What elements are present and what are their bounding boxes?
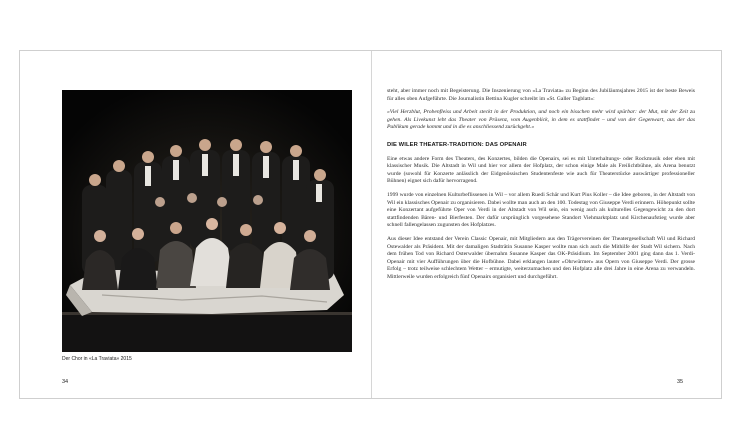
photo-caption: Der Chor in «La Traviata» 2015 (62, 356, 132, 362)
paragraph: Eine etwas andere Form des Theaters, des Konzertes, bilden die Openairs, sei es mit Unterhaltungs- oder Rockmusik oder eben mit klassischer Musik. Die Altstadt in Wil und hier vor allem der Hofplatz, der schon einige Male als Freilichtbühne, als Arena benutzt wurde (sowohl für Konzerte anlässlich der Eidgenössischen Studentenfeste wie auch für Theaterstücke auswärtiger professioneller Bühnen) eignet sich dafür hervorragend. (387, 155, 695, 185)
choir-photo-image (62, 90, 352, 352)
paragraph: 1999 wurde von einzelnen Kulturbeflissenen in Wil – vor allem Ruedi Schär und Kurt Pius Koller – die Idee geboren, in der Altstadt von Wil ein klassisches Openair zu organisieren. Dabei wollte man auch an den 100. Todestag von Giuseppe Verdi erinnern. Höhepunkt sollte eine Konzertant aufgeführte Oper von Verdi in der Altstadt von Wil sein, ein wenig auch als kulturelles Gegengewicht zu den dort stattfindenden Bären- und Bierfesten. Der dafür ursprünglich vorgesehene Standort Viehmarktplatz und Kirchenaufstieg wurde aber schnell fallengelassen zugunsten des Hofplatzes. (387, 191, 695, 229)
quote-paragraph: «Viel Herzblut, Probenfleiss und Arbeit steckt in der Produktion, und noch ein bisschen mehr wird spürbar: der Mut, mit der Zeit zu gehen. Als Livekunst lebt das Theater von Präsenz, vom Augenblick, in dem es stattfindet – und von der Gegenwart, aus der das Publikum gerade kommt und in die es anschliessend zurückgeht.» (387, 109, 695, 131)
section-heading: DIE WILER THEATER-TRADITION: DAS OPENAIR (387, 141, 527, 148)
page-number-left: 34 (62, 379, 69, 385)
page-number-right: 35 (677, 379, 684, 385)
choir-photo (62, 90, 352, 352)
paragraph: steht, aber immer noch mit Begeisterung. Die Inszenierung von «La Traviata» zu Beginn des Jubiläumsjahres 2015 ist der beste Beweis für alles oben Aufgeführte. Die Journalistin Bettina Kugler schreibt im «St. Galler Tagblatt»: (387, 88, 695, 102)
paragraph: Aus dieser Idee entstand der Verein Classic Openair, mit Mitgliedern aus den Trägervereinen der Theatergesellschaft Wil und Richard Ostewalder als Präsident. Mit der damaligen Stadträtin Susanne Kasper wollte man sich auch die Mithilfe der Stadt Wil sichern. Nach dem frühen Tod von Richard Osterwalder übernahm Susanne Kasper das OK-Präsidium. Im September 2001 ging dann das 1. Verdi-Openair mit vier Aufführungen über die Hofbühne. Dabei erklangen lauter «Ohrwürmer» aus Opern von Giuseppe Verdi. Der grosse Erfolg – trotz teilweise schlechtem Wetter – ermutigte, weiterzumachen und den Hofplatz alle drei Jahre in eine Arena zu verwandeln. Mittlerweile wurden erfolgreich fünf Openairs organisiert und durchgeführt. (387, 235, 695, 280)
page-gutter (371, 51, 372, 398)
right-page-text (387, 88, 695, 287)
book-spread (19, 50, 722, 399)
